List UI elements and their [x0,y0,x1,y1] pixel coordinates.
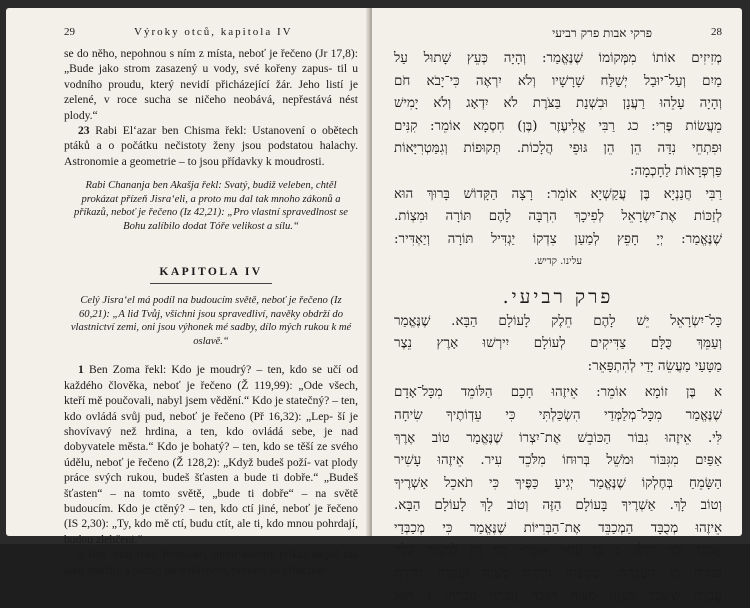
italic-line: přízeň Jisra‘eli, a proto mu dal tak mnoho zákonů a příkazů, [74,193,341,219]
italic-line: (Iz 60,21): „A lid Tvůj, všichni jsou spravedliví, navěky obdrží do [78,295,344,320]
text-line: mnou pohrdají, budou zlehčeni.“ [64,517,358,546]
hebrew-line: וּבוֹרֵחַ מִן הָעֲבֵרָה. שֶׁמִּצְוָה גוֹרֶרֶת מִצְוָה וַעֲבֵרָה גוֹרֶרֶת [394,566,722,582]
paragraph-number: 2 [78,548,84,562]
kaddish-note: עלינו. קדיש. [533,256,583,268]
hebrew-line: מֵעֲשׂוֹת פֶּרִי: כג רַבִּי אֱלִיעֶזֶר (בֶּן) חִסְמָא אוֹמֵר: קִנִּים [394,118,722,134]
italic-opening-note [70,294,352,348]
text-line: 17,8): „Bude jako strom zasazený u vody, své kořeny zapus- [64,47,358,76]
text-line: ší je shovívavý než hrdina, a ten, kdo ovládá sebe, je nad [64,409,358,439]
text-line: ptáků a o počátku nečistoty ženy jsou podstatou halachy. [64,139,358,153]
paragraph-2 [64,547,358,578]
paragraph-1 [64,362,358,547]
paragraph-number: 1 [78,363,84,377]
left-page [6,8,370,577]
hebrew-line: וְהָיָה עָלֵהוּ רַעֲנָן וּבִשְׁנַת בַּצֹּרֶת לֹא יִדְאָג וְלֹא יָמִישׁ [394,96,722,112]
hebrew-line: וְעַמֵּךְ כֻּלָּם צַדִּיקִים לְעוֹלָם יִירְשׁוּ אָרֶץ נֵצֶר [394,336,722,352]
hebrew-line: וְטוֹב לָךְ. אַשְׁרֶיךָ בָּעוֹלָם הַזֶּה וְטוֹב לָךְ לָעוֹלָם הַבָּא. [394,498,722,514]
paragraph-number: 23 [78,124,90,138]
right-page [372,8,742,604]
right-body-text [394,48,722,608]
text-line: tak jako obtížný a prchej před hříchem, protože za příkazem [64,548,358,577]
text-line: dobyvatele města.“ Kdo je bohatý? – ten, kdo se těší ze [64,440,328,454]
italic-line: vlastnictví zemi, oni jsou výhonek mé sadby, dílo mých rukou [70,322,329,334]
hebrew-line: אַפַּיִם מִגִּבּוֹר וּמֹשֵׁל בְּרוּחוֹ מִלֹּכֵד עִיר. אֵיזֶהוּ עָשִׁיר [394,453,722,469]
hebrew-line: מַטָּעַי מַעֲשֵׂה יָדַי לְהִתְפָּאֵר: [587,358,722,374]
text-line: plody.“ [64,108,98,122]
hebrew-line: מְזִיזִים אוֹתוֹ מִמְּקוֹמוֹ שֶׁנֶּאֱמַר: וְהָיָה כְּעֵץ שָׁתוּל עַל [394,51,722,66]
text-line: světě budoucím. Kdo je ctěný? – ten, kdo ctí jiné, neboť je [64,486,358,516]
text-line: vat plody práce svých rukou, budeš šťasten a bude ti dobře.“ [64,455,358,485]
hebrew-line: אֵיזֶהוּ מְכֻבָּד הַמְכַבֵּד אֶת־הַבְּרִיּוֹת שֶׁנֶּאֱמַר כִּי מְכַבְּדַי [394,520,722,536]
hebrew-line: לְזַכּוֹת אֶת־יִשְׂרָאֵל לְפִיכָךְ הִרְבָּה לָהֶם תּוֹרָה וּמִצְוֹת. [394,209,722,225]
hebrew-line: שֶׁנֶּאֱמַר: יְיָ חָפֵץ לְמַעַן צִדְקוֹ יַגְדִּיל תּוֹרָה וְיַאְדִּיר: [394,231,722,247]
left-running-title: Výroky otců, kapitola IV [134,26,293,38]
text-line: každého člověka, neboť je řečeno (Ž 119,99): „Ode všech, [64,378,358,392]
italic-line: Rabi Chananja ben Akašja řekl: Svatý, budiž veleben, chtěl prokázat [81,180,337,205]
hebrew-line: שֶׁנֶּאֱמַר מִכָּל־מְלַמְּדַי הִשְׂכַּלְתִּי כִּי עֵדְוֹתֶיךָ שִׂיחָה [394,407,722,423]
italic-line: se Bohu zalíbilo dodat Tóře velikost a sílu.“ [123,207,348,233]
italic-closing-note [70,179,352,233]
text-line: svého údělu, neboť je řečeno (Ž 128,2): „Když budeš poží- [64,440,358,469]
hebrew-line: רַבִּי חֲנַנְיָא בֶּן עֲקַשְׁיָא אוֹמֵר: רָצָה הַקָּדוֹשׁ בָּרוּךְ הוּא [394,186,722,202]
hebrew-line: עֲבֵרָה שֶׁשְּׂכַר מִצְוָה מִצְוָה וּשְׂכַר עֲבֵרָה עֲבֵרָה: ג הוּא [394,588,722,604]
hebrew-line: כָּל־יִשְׂרָאֵל יֵשׁ לָהֶם חֵלֶק לָעוֹלָם הַבָּא. שֶׁנֶּאֱמַר [394,313,722,329]
chapter-heading: KAPITOLA IV [159,264,263,278]
hebrew-chapter-heading: פרק רביעי. [502,285,614,308]
hebrew-line: מַיִם וְעַל־יוּבַל יְשַׁלַּח שָׁרָשָׁיו וְלֹא יִרְאֶה כִּי־יָבֹא חֹם [394,73,722,89]
text-line: til u vodního proudu, který nevidí přicházející žár. Jeho listí [64,62,359,91]
left-page-number: 29 [64,26,75,38]
text-line: kteří mě poučovali, nabyl jsem vědění.“ Kdo je statečný? – [64,394,339,408]
italic-line: k mé oslavě.“ [193,322,352,347]
text-line: Ben Azaj řekl: Pospíchej splnit snadný příkaz stejně [88,548,340,562]
chapter-divider [150,283,272,284]
text-line: se do něho, nepohnou s ním z místa, neboť je řečeno (Jr [64,47,328,60]
hebrew-line: הַשָּׂמֵחַ בְּחֶלְקוֹ שֶׁנֶּאֱמַר יְגִיעַ כַּפֶּיךָ כִּי תֹאכֵל אַשְׁרֶיךָ [394,475,722,491]
italic-line: neboť je řečeno (Iz 42,21): „Pro vlastní spravedlnost [111,207,337,219]
hebrew-line: אֲכַבֵּד וּבֹזַי יֵקָלּוּ: ב בֶּן עַזַּאי אוֹמֵר: הֱוֵי רָץ לְמִצְוָה קַלָּה [394,543,722,559]
text-line: Astronomie a geometrie – to jsou přídavky k moudrosti. [64,154,325,168]
right-running-head [392,26,722,42]
hebrew-line: וּפִתְחֵי נִדָּה הֵן הֵן גּוּפֵי הֲלָכוֹת. תְּקוּפוֹת וְגִמַּטְרִיָּאוֹת [394,141,722,157]
paragraph-23 [64,123,358,169]
hebrew-line: לִּי. אֵיזֶהוּ גִבּוֹר הַכּוֹבֵשׁ אֶת־יִצְרוֹ שֶׁנֶּאֱמַר טוֹב אֶרֶךְ [394,430,722,446]
left-body-text [64,46,358,578]
right-running-title: פרקי אבות פרק רביעי [552,26,652,40]
text-line: Ben Zoma řekl: Kdo je moudrý? – ten, kdo se učí od [88,363,358,377]
hebrew-line: פַּרְפְּרָאוֹת לַחָכְמָה: [630,163,722,179]
text-line: řečeno (IS 2,30): „Ty, kdo mě ctí, budu ctít, ale ti, kdo [64,502,358,531]
continuation-paragraph [64,46,358,123]
hebrew-line: א בֶּן זוֹמָא אוֹמֵר: אֵיזֶהוּ חָכָם הַלּוֹמֵד מִכָּל־אָדָם [394,385,722,401]
text-line: „Budeš šťasten“ – na tomto světě, „bude ti dobře“ – na [64,471,358,500]
text-line: ten, kdo ovládá svůj pud, neboť je řečeno (Př 16,32): „Lep- [64,394,358,423]
text-line: Rabi El‘azar ben Chisma řekl: Ustanovení o obětech [95,124,358,138]
italic-line: Celý Jisra‘el má podíl na budoucím světě, neboť je řečeno [80,295,328,307]
right-page-number: 28 [711,26,722,38]
text-line: je zelené, v roce sucha se ničeho neobává, nepřestává nést [64,77,358,107]
